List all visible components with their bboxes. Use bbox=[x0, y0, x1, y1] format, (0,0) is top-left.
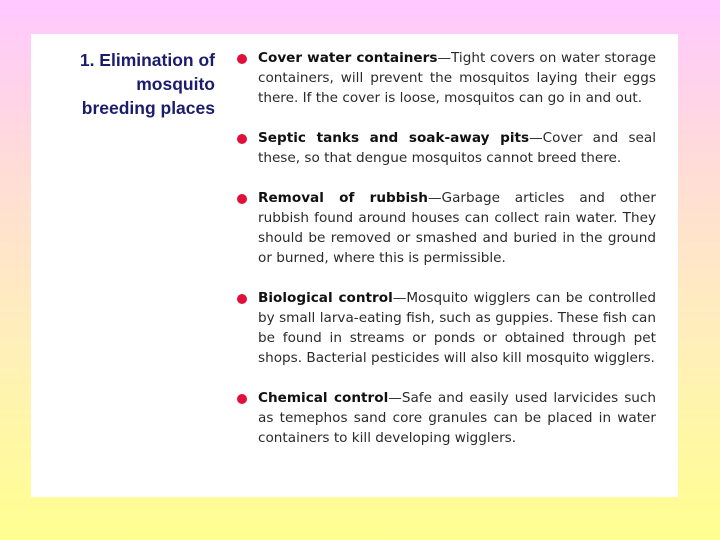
bullet-dot-icon bbox=[237, 394, 247, 404]
bullet-text bbox=[258, 288, 656, 368]
section-heading bbox=[31, 48, 215, 120]
bullet-text bbox=[258, 188, 656, 268]
bullet-term: Septic tanks and soak-away pits bbox=[258, 130, 530, 146]
bullet-description: —Safe and easily used larvicides such as temephos sand core granules can be placed in water containers to kill developing wigglers. bbox=[258, 390, 656, 446]
bullet-term: Removal of rubbish bbox=[258, 190, 428, 206]
bullet-text bbox=[258, 48, 656, 108]
bullet-text bbox=[258, 388, 656, 448]
bullet-dot-icon bbox=[237, 54, 247, 64]
bullet-term: Chemical control bbox=[258, 390, 389, 406]
bullet-term: Cover water containers bbox=[258, 50, 438, 66]
bullet-text bbox=[258, 128, 656, 168]
bullet-description: —Tight covers on water storage containers, will prevent the mosquitos laying their eggs there. If the cover is loose, mosquitos can go in and out. bbox=[258, 50, 656, 106]
bullet-item-cover-containers bbox=[236, 48, 656, 108]
bullet-description: —Cover and seal these, so that dengue mosquitos cannot breed there. bbox=[258, 130, 657, 166]
bullet-item-rubbish-removal bbox=[236, 188, 656, 268]
bullet-list bbox=[236, 48, 656, 468]
slide-panel bbox=[31, 34, 678, 497]
heading-line-2: mosquito bbox=[136, 74, 215, 94]
bullet-dot-icon bbox=[237, 294, 247, 304]
bullet-item-septic-tanks bbox=[236, 128, 656, 168]
bullet-term: Biological control bbox=[258, 290, 393, 306]
heading-line-1: 1. Elimination of bbox=[79, 50, 215, 70]
bullet-description: —Mosquito wigglers can be controlled by small larva-eating fish, such as guppies. These fish can be found in streams or ponds or obtained through pet shops. Bacterial pesticides will also kill mosquito wigglers. bbox=[258, 290, 656, 366]
bullet-dot-icon bbox=[237, 134, 247, 144]
heading-line-3: breeding places bbox=[81, 98, 215, 118]
bullet-description: —Garbage articles and other rubbish found around houses can collect rain water. They should be removed or smashed and buried in the ground or burned, where this is permissible. bbox=[258, 190, 656, 266]
bullet-item-chemical-control bbox=[236, 388, 656, 448]
bullet-dot-icon bbox=[237, 194, 247, 204]
bullet-item-biological-control bbox=[236, 288, 656, 368]
